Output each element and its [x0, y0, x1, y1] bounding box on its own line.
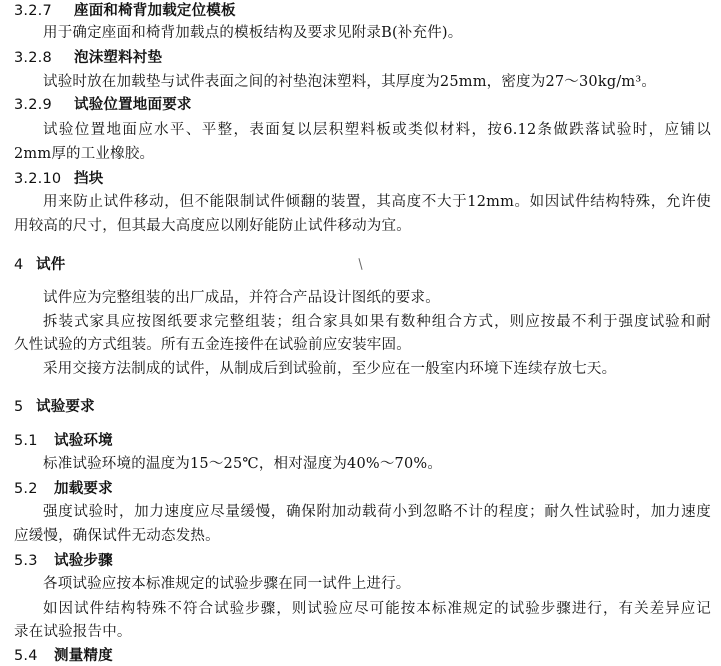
section-heading-5-2 — [14, 479, 113, 499]
paragraph-line: 强度试验时，加力速度应尽量缓慢，确保附加动载荷小到忽略不计的程度；耐久性试验时，加力速度 — [43, 504, 711, 520]
section-number: 5.1 — [14, 433, 38, 449]
section-heading-5-4 — [14, 646, 113, 666]
paragraph-line: 如因试件结构特殊不符合试验步骤，则试验应尽可能按本标准规定的试验步骤进行，有关差异应记 — [43, 601, 711, 617]
section-number: 5.2 — [14, 481, 38, 497]
section-heading-5-1 — [14, 431, 113, 451]
paragraph-line: 各项试验应按本标准规定的试验步骤在同一试件上进行。 — [43, 576, 411, 592]
section-heading-4 — [14, 255, 65, 275]
section-title: 测量精度 — [54, 648, 113, 664]
section-number: 3.2.9 — [14, 97, 52, 113]
paragraph-line: 2mm厚的工业橡胶。 — [14, 146, 155, 162]
stray-mark — [358, 258, 362, 270]
section-number: 3.2.10 — [14, 171, 62, 187]
paragraph-line: 录在试验报告中。 — [14, 624, 132, 640]
paragraph-line: 试件应为完整组装的出厂成品，并符合产品设计图纸的要求。 — [43, 290, 440, 306]
paragraph-line: 用来防止试件移动，但不能限制试件倾翻的装置，其高度不大于12mm。如因试件结构特殊，允许使 — [43, 194, 711, 210]
paragraph-line: 用较高的尺寸，但其最大高度应以刚好能防止试件移动为宜。 — [14, 218, 411, 234]
paragraph-line: 试验时放在加载垫与试件表面之间的衬垫泡沫塑料，其厚度为25mm，密度为27～30kg/m³。 — [43, 74, 657, 90]
section-number: 5 — [14, 399, 24, 415]
section-title: 试验要求 — [36, 399, 95, 415]
section-title: 试件 — [36, 257, 66, 273]
section-number: 3.2.8 — [14, 50, 52, 66]
section-number: 3.2.7 — [14, 3, 52, 19]
section-title: 试验步骤 — [54, 553, 113, 569]
section-title: 加载要求 — [54, 481, 113, 497]
section-heading-3-2-7 — [14, 1, 236, 21]
section-heading-3-2-9 — [14, 95, 192, 115]
section-heading-3-2-8 — [14, 48, 162, 68]
section-number: 5.4 — [14, 648, 38, 664]
section-heading-5-3 — [14, 551, 113, 571]
paragraph-line: 拆装式家具应按图纸要求完整组装；组合家具如果有数种组合方式，则应按最不利于强度试验和耐 — [43, 314, 711, 330]
paragraph-line: 久性试验的方式组装。所有五金连接件在试验前应安装牢固。 — [14, 337, 411, 353]
section-number: 5.3 — [14, 553, 38, 569]
section-heading-3-2-10 — [14, 169, 103, 189]
section-heading-5 — [14, 397, 95, 417]
section-title: 试验位置地面要求 — [74, 97, 192, 113]
paragraph-line: 应缓慢，确保试件无动态发热。 — [14, 528, 220, 544]
section-title: 试验环境 — [54, 433, 113, 449]
section-title: 挡块 — [74, 171, 104, 187]
section-title: 座面和椅背加载定位模板 — [74, 3, 236, 19]
paragraph-line: 用于确定座面和椅背加载点的模板结构及要求见附录B(补充件)。 — [43, 25, 463, 41]
paragraph-line: 采用交接方法制成的试件，从制成后到试验前，至少应在一般室内环境下连续存放七天。 — [43, 361, 617, 377]
section-title: 泡沫塑料衬垫 — [74, 50, 163, 66]
section-number: 4 — [14, 257, 24, 273]
paragraph-line: 标准试验环境的温度为15～25℃，相对湿度为40%～70%。 — [43, 456, 443, 472]
paragraph-line: 试验位置地面应水平、平整，表面复以层积塑料板或类似材料，按6.12条做跌落试验时，应铺以 — [43, 122, 711, 138]
